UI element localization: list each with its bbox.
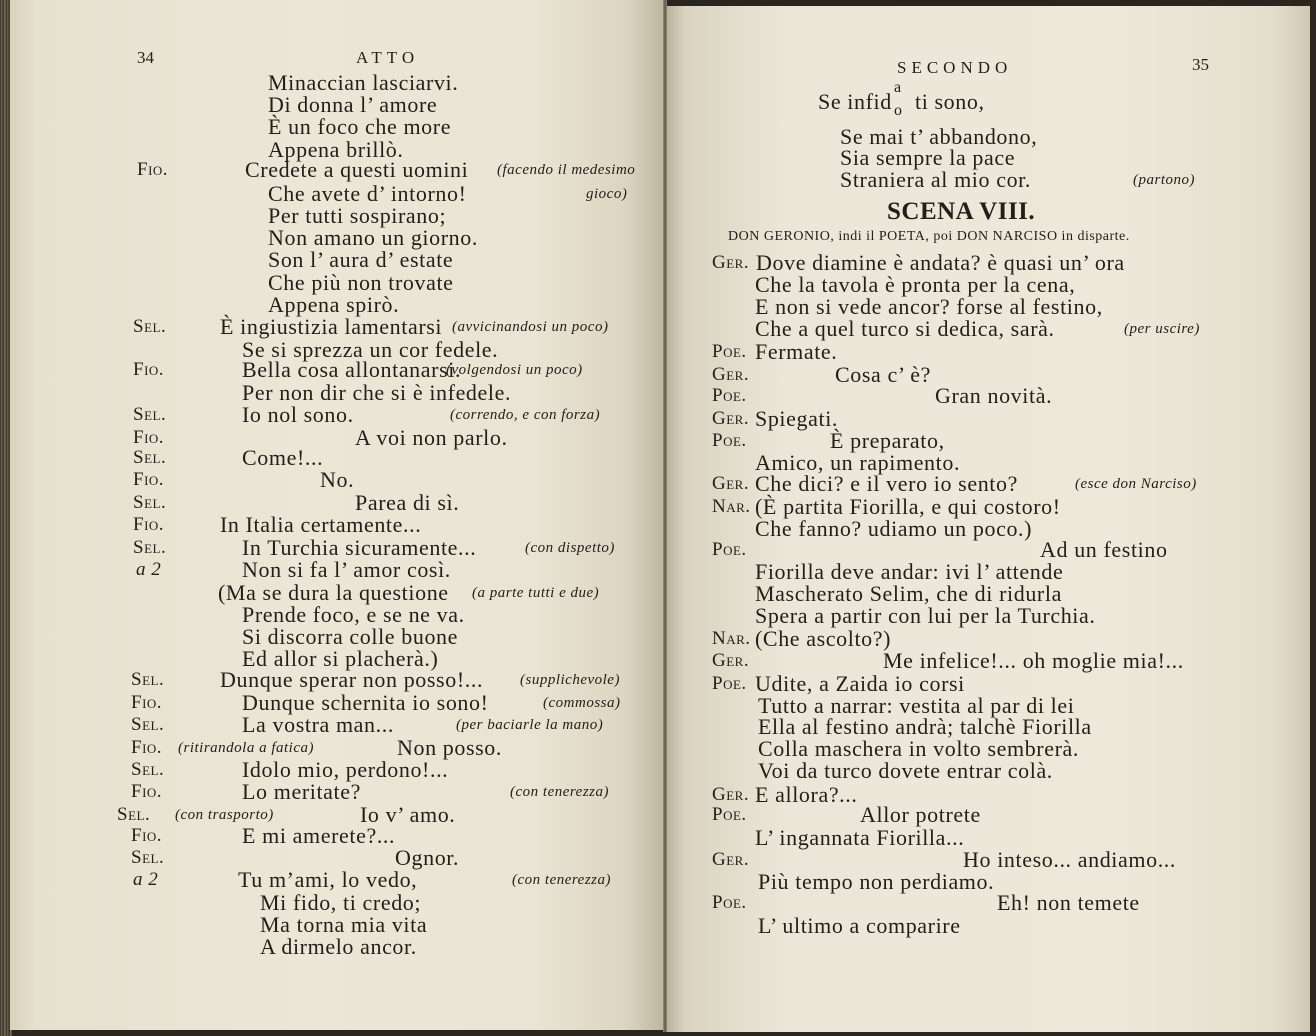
verse-line: Se si sprezza un cor fedele. — [242, 337, 499, 362]
scene-title: SCENA VIII. — [887, 198, 1036, 225]
verse-line: Per tutti sospirano; — [268, 203, 447, 228]
verse-line: Spera a partir con lui per la Turchia. — [755, 603, 1096, 628]
speaker-label: Ger. — [712, 252, 750, 273]
stage-direction: (facendo il medesimo — [497, 162, 636, 178]
verse-line: A voi non parlo. — [355, 425, 508, 450]
verse-line: E allora?... — [755, 782, 858, 807]
speaker-label: Ger. — [712, 784, 750, 805]
stage-direction: (con tenerezza) — [510, 784, 609, 800]
verse-line: (Ma se dura la questione — [218, 580, 449, 605]
verse-line: È ingiustizia lamentarsi — [220, 314, 443, 339]
speaker-label: Poe. — [712, 385, 747, 406]
verse-line: Tutto a narrar: vestita al par di lei — [758, 693, 1075, 718]
speaker-label: Sel. — [131, 714, 165, 735]
verse-line: Gran novità. — [935, 383, 1053, 408]
speaker-label: Fio. — [131, 781, 163, 802]
verse-line: Che fanno? udiamo un poco.) — [755, 516, 1033, 541]
speaker-label: Sel. — [133, 492, 167, 513]
running-head: ATTO — [356, 48, 420, 67]
verse-line: Ed allor si placherà.) — [242, 646, 439, 671]
stage-direction: (partono) — [1133, 172, 1195, 188]
verse-line: Che dici? e il vero io sento? — [755, 471, 1018, 496]
verse-line: Tu m’ami, lo vedo, — [238, 867, 418, 892]
speaker-label: Fio. — [133, 514, 165, 535]
verse-line: Idolo mio, perdono!... — [242, 757, 449, 782]
verse-line: La vostra man... — [242, 712, 394, 737]
speaker-label: a 2 — [136, 559, 162, 580]
stage-direction: (volgendosi un poco) — [446, 362, 583, 378]
verse-line: Eh! non temete — [997, 890, 1140, 915]
verse-line: Non amano un giorno. — [268, 225, 478, 250]
verse-line: (È partita Fiorilla, e qui costoro! — [755, 494, 1061, 519]
speaker-label: Poe. — [712, 892, 747, 913]
stage-direction: (ritirandola a fatica) — [178, 740, 314, 756]
book-gutter — [663, 0, 667, 1032]
speaker-label: Fio. — [137, 159, 169, 180]
variant-letter-top: a — [894, 79, 902, 96]
speaker-label: Sel. — [133, 447, 167, 468]
speaker-label: Nar. — [712, 496, 751, 517]
verse-line: Mascherato Selim, che di ridurla — [755, 581, 1062, 606]
verse-line: L’ ultimo a comparire — [758, 913, 961, 938]
verse-line: Cosa c’ è? — [835, 362, 931, 387]
stage-direction: (per uscire) — [1124, 321, 1200, 337]
speaker-label: Ger. — [712, 408, 750, 429]
speaker-label: Fio. — [131, 737, 163, 758]
verse-line: Son l’ aura d’ estate — [268, 247, 454, 272]
page-number: 34 — [137, 48, 154, 67]
verse-line: Io v’ amo. — [360, 802, 456, 827]
speaker-label: Poe. — [712, 804, 747, 825]
verse-line: È un foco che more — [268, 114, 452, 139]
stage-direction: (per baciarle la mano) — [456, 717, 604, 733]
verse-line: Ma torna mia vita — [260, 912, 428, 937]
speaker-label: Sel. — [131, 669, 165, 690]
verse-line: Allor potrete — [860, 802, 981, 827]
verse-line: Lo meritate? — [242, 779, 361, 804]
verse-line: Che più non trovate — [268, 270, 454, 295]
verse-line: Sia sempre la pace — [840, 145, 1016, 170]
verse-line: Non si fa l’ amor così. — [242, 557, 451, 582]
verse-line: Dunque schernita io sono! — [242, 690, 489, 715]
verse-line: Colla maschera in volto sembrerà. — [758, 736, 1079, 761]
verse-line: Io nol sono. — [242, 402, 354, 427]
verse-line: Fermate. — [755, 339, 838, 364]
speaker-label: Sel. — [133, 537, 167, 558]
speaker-label: a 2 — [133, 869, 159, 890]
verse-line: Non posso. — [397, 735, 503, 760]
stage-direction: (supplichevole) — [520, 672, 620, 688]
verse-line: Mi fido, ti credo; — [260, 890, 422, 915]
verse-line: Per non dir che si è infedele. — [242, 380, 512, 405]
verse-line: Che avete d’ intorno! — [268, 181, 467, 206]
speaker-label: Poe. — [712, 341, 747, 362]
verse-line: Bella cosa allontanarsi. — [242, 357, 462, 382]
speaker-label: Sel. — [117, 804, 151, 825]
verse-line: Più tempo non perdiamo. — [758, 869, 995, 894]
speaker-label: Ger. — [712, 650, 750, 671]
speaker-label: Ger. — [712, 473, 750, 494]
speaker-label: Fio. — [131, 692, 163, 713]
speaker-label: Fio. — [133, 359, 165, 380]
verse-line: Dunque sperar non posso!... — [220, 667, 484, 692]
speaker-label: Sel. — [133, 404, 167, 425]
verse-line: È preparato, — [830, 428, 945, 453]
speaker-label: Fio. — [133, 469, 165, 490]
speaker-label: Nar. — [712, 628, 751, 649]
verse-line: Appena spirò. — [268, 292, 400, 317]
verse-line: Me infelice!... oh moglie mia!... — [883, 648, 1184, 673]
verse-line: Udite, a Zaida io corsi — [755, 671, 965, 696]
verse-line: Credete a questi uomini — [245, 157, 469, 182]
stage-direction: (con trasporto) — [175, 807, 274, 823]
verse-line: Ognor. — [395, 845, 460, 870]
speaker-label: Sel. — [131, 759, 165, 780]
verse-line: Parea di sì. — [355, 490, 460, 515]
verse-line: Ad un festino — [1040, 537, 1168, 562]
verse-line: L’ ingannata Fiorilla... — [755, 825, 965, 850]
speaker-label: Ger. — [712, 364, 750, 385]
verse-line: Se infid — [818, 89, 892, 114]
verse-line: E mi amerete?... — [242, 823, 396, 848]
page-number: 35 — [1192, 55, 1209, 74]
verse-line: Ella al festino andrà; talchè Fiorilla — [758, 714, 1092, 739]
verse-line: Prende foco, e se ne va. — [242, 602, 465, 627]
stage-direction: (con tenerezza) — [512, 872, 611, 888]
stage-direction: (correndo, e con forza) — [450, 407, 601, 423]
speaker-label: Poe. — [712, 539, 747, 560]
verse-line: Amico, un rapimento. — [755, 450, 961, 475]
stage-direction: (avvicinandosi un poco) — [452, 319, 609, 335]
verse-line: Di donna l’ amore — [268, 92, 438, 117]
running-head: SECONDO — [897, 58, 1013, 77]
verse-line-end: ti sono, — [915, 89, 985, 114]
speaker-label: Poe. — [712, 673, 747, 694]
scene-cast: DON GERONIO, indi il POETA, poi DON NARCISO in disparte. — [728, 229, 1130, 244]
verse-line: Si discorra colle buone — [242, 624, 459, 649]
verse-line: Che a quel turco si dedica, sarà. — [755, 316, 1055, 341]
verse-line: Minaccian lasciarvi. — [268, 70, 459, 95]
speaker-label: Sel. — [131, 847, 165, 868]
stage-direction: (commossa) — [543, 695, 621, 711]
verse-line: (Che ascolto?) — [755, 626, 892, 651]
verse-line: Spiegati. — [755, 406, 839, 431]
verse-line: Che la tavola è pronta per la cena, — [755, 272, 1076, 297]
verse-line: Voi da turco dovete entrar colà. — [758, 758, 1053, 783]
verse-line: Se mai t’ abbandono, — [840, 124, 1038, 149]
verse-line: A dirmelo ancor. — [260, 934, 417, 959]
verse-line: Dove diamine è andata? è quasi un’ ora — [756, 250, 1125, 275]
verse-line: Straniera al mio cor. — [840, 167, 1031, 192]
verse-line: Fiorilla deve andar: ivi l’ attende — [755, 559, 1064, 584]
verse-line: Appena brillò. — [268, 137, 404, 162]
verse-line: E non si vede ancor? forse al festino, — [755, 294, 1103, 319]
verse-line: No. — [320, 467, 355, 492]
speaker-label: Fio. — [133, 427, 165, 448]
verse-line: Come!... — [242, 445, 324, 470]
speaker-label: Poe. — [712, 430, 747, 451]
stage-direction: gioco) — [586, 186, 628, 202]
speaker-label: Sel. — [133, 316, 167, 337]
verse-line: Ho inteso... andiamo... — [963, 847, 1176, 872]
stage-direction: (con dispetto) — [525, 540, 615, 556]
speaker-label: Fio. — [131, 825, 163, 846]
verse-line: In Italia certamente... — [220, 512, 422, 537]
verse-line: In Turchia sicuramente... — [242, 535, 477, 560]
stage-direction: (a parte tutti e due) — [472, 585, 600, 601]
speaker-label: Ger. — [712, 849, 750, 870]
stage-direction: (esce don Narciso) — [1075, 476, 1197, 492]
variant-letter-bottom: o — [894, 102, 903, 119]
